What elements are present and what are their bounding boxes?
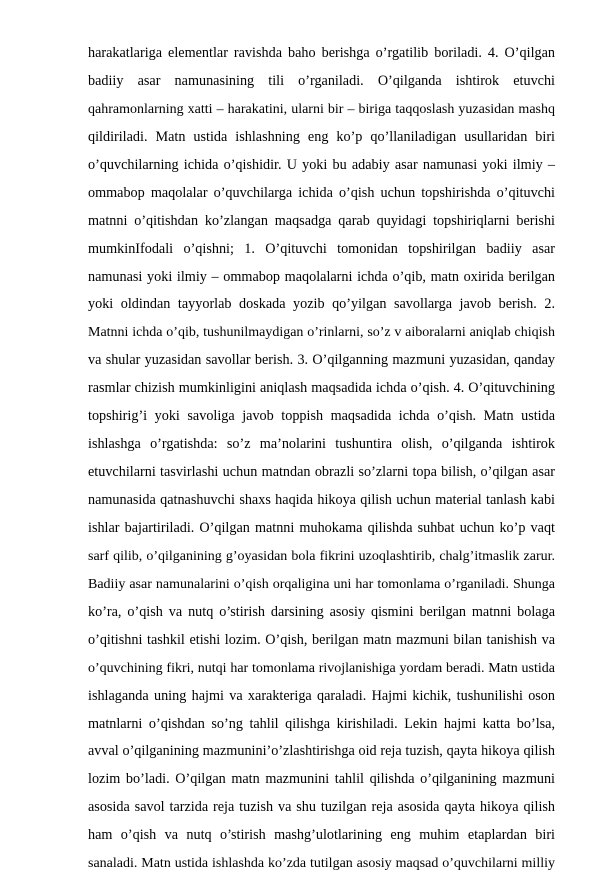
text-line: yoki oldindan tayyorlab doskada yozib qo’yilgan savollarga javob berish. 2. [88, 296, 555, 313]
text-line: sanaladi. Matn ustida ishlashda ko’zda tutilgan asosiy maqsad o’quvchilarni milliy [88, 856, 555, 872]
text-line: va shular yuzasidan savollar berish. 3. O’qilganning mazmuni yuzasidan, qanday [88, 352, 555, 369]
text-line: o’quvchining fikri, nutqi har tomonlama rivojlanishiga yordam beradi. Matn ustida [88, 660, 555, 676]
text-line: namunasida qatnashuvchi shaxs haqida hikoya qilish uchun material tanlash kabi [88, 492, 555, 508]
text-line: harakatlariga elementlar ravishda baho berishga o’rgatilib boriladi. 4. O’qilgan [88, 45, 555, 61]
text-line: ommabop maqolalar o’quvchilarga ichida o’qish uchun topshirishda o’qituvchi [88, 184, 555, 201]
text-line: Badiiy asar namunalarini o’qish orqaligina uni har tomonlama o’rganiladi. Shunga [88, 576, 555, 592]
text-line: ham o’qish va nutq o’stirish mashg’ulotlarining eng muhim etaplardan biri [88, 827, 555, 844]
text-line: rasmlar chizish mumkinligini aniqlash maqsadida ichda o’qish. 4. O’qituvchining [88, 380, 555, 397]
text-line: matnlarni o’qishdan so’ng tahlil qilishga kirishiladi. Lekin hajmi katta bo’lsa, [88, 715, 555, 732]
text-line: badiiy asar namunasining tili o’rganiladi. O’qilganda ishtirok etuvchi [88, 72, 555, 89]
text-line: asosida savol tarzida reja tuzish va shu tuzilgan reja asosida qayta hikoya qilish [88, 799, 555, 816]
text-line: topshirig’i yoki savoliga javob toppish maqsadida ichda o’qish. Matn ustida [88, 408, 555, 425]
text-line: Matnni ichda o’qib, tushunilmaydigan o’rinlarni, so’z v aiboralarni aniqlab chiqish [88, 325, 555, 341]
text-line: o’quvchilarning ichida o’qishidir. U yoki bu adabiy asar namunasi yoki ilmiy – [88, 156, 555, 173]
text-line: qahramonlarning xatti – harakatini, ularni bir – biriga taqqoslash yuzasidan mashq [88, 101, 555, 117]
text-line: etuvchilarni tasvirlashi uchun matndan obrazli so’zlarni topa bilish, o’qilgan asar [88, 464, 555, 481]
text-line: avval o’qilganining mazmunini’o’zlashtirishga oid reja tuzish, qayta hikoya qilish [88, 743, 555, 760]
text-line: lozim bo’ladi. O’qilgan matn mazmunini tahlil qilishda o’qilganining mazmuni [88, 771, 555, 788]
text-line: namunasi yoki ilmiy – ommabop maqolalarni ichda o’qib, matn oxirida berilgan [88, 268, 555, 285]
text-line: ishlar bajartiriladi. O’qilgan matnni muhokama qilishda suhbat uchun ko’p vaqt [88, 519, 555, 536]
text-line: ko’ra, o’qish va nutq o’stirish darsining asosiy qismini berilgan matnni bolaga [88, 603, 555, 620]
text-line: o’qitishni tashkil etishi lozim. O’qish, berilgan matn mazmuni bilan tanishish va [88, 631, 555, 648]
body-text [88, 40, 555, 878]
text-line: ishlaganda uning hajmi va xarakteriga qaraladi. Hajmi kichik, tushunilishi oson [88, 687, 555, 704]
text-line: mumkinIfodali o’qishni; 1. O’qituvchi tomonidan topshirilgan badiiy asar [88, 240, 555, 257]
text-line: ishlashga o’rgatishda: so’z ma’nolarini tushuntira olish, o’qilganda ishtirok [88, 436, 555, 453]
text-line: qildiriladi. Matn ustida ishlashning eng ko’p qo’llaniladigan usullaridan biri [88, 128, 555, 145]
text-line: matnni o’qitishdan ko’zlangan maqsadga qarab quyidagi topshiriqlarni berishi [88, 212, 555, 229]
text-line: sarf qilib, o’qilganining g’oyasidan bola fikrini uzoqlashtirib, chalg’itmaslik zarur. [88, 548, 555, 564]
